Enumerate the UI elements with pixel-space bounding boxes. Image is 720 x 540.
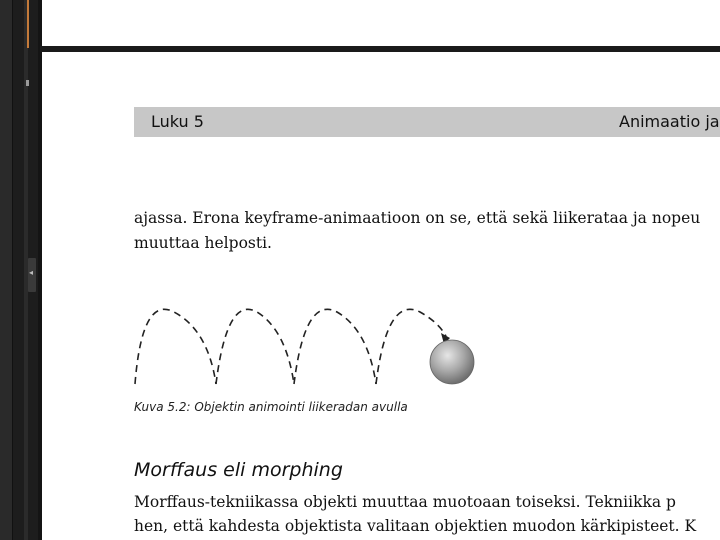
paragraph-2-line-1: Morffaus-tekniikassa objekti muuttaa muotoaan toiseksi. Tekniikka p xyxy=(134,493,676,511)
accent-indicator xyxy=(27,0,29,48)
page-top-edge xyxy=(40,46,720,52)
paragraph-2-line-2: hen, että kahdesta objektista valitaan objektien muodon kärkipisteet. K xyxy=(134,517,697,535)
paragraph-2 xyxy=(134,490,720,538)
rail-marker xyxy=(26,80,29,86)
panel-collapse-handle[interactable] xyxy=(28,258,36,292)
page-left-edge xyxy=(38,0,42,540)
ball xyxy=(430,340,474,384)
paragraph-1-line-1: ajassa. Erona keyframe-animaatioon on se, että sekä liikerataa ja nopeu xyxy=(134,209,701,227)
section-heading: Morffaus eli morphing xyxy=(134,459,343,481)
paragraph-1 xyxy=(134,206,720,256)
viewer-side-strip xyxy=(0,0,13,540)
chapter-header xyxy=(134,107,720,137)
chapter-number: Luku 5 xyxy=(151,112,204,131)
bouncing-ball-figure xyxy=(132,300,482,392)
paragraph-1-line-2: muuttaa helposti. xyxy=(134,234,272,252)
figure-caption: Kuva 5.2: Objektin animointi liikeradan avulla xyxy=(134,400,408,414)
motion-path xyxy=(135,309,446,384)
chapter-title: Animaatio ja xyxy=(619,112,720,131)
collapse-arrow-icon[interactable]: ◂ xyxy=(29,268,34,277)
